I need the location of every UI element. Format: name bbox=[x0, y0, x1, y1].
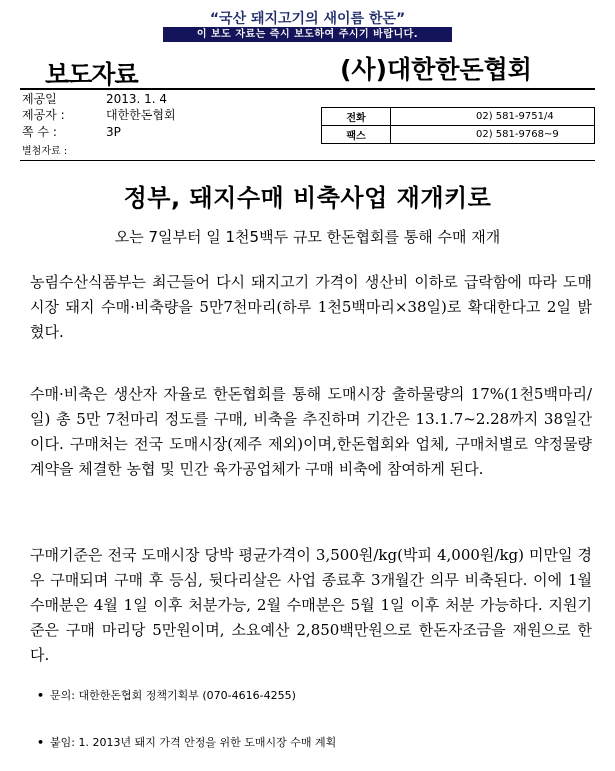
attachment-note bbox=[37, 734, 336, 750]
paragraph-1: 농림수산식품부는 최근들어 다시 돼지고기 가격이 생산비 이하로 급락함에 따라 도매시장 돼지 수매·비축량을 5만7천마리(하루 1천5백마리×38일)로 확대한다고 2일 밝혔다. bbox=[30, 273, 592, 341]
contact-phone-row bbox=[322, 108, 595, 126]
contact-fax-row bbox=[322, 126, 595, 144]
inquiry-note bbox=[37, 687, 296, 703]
contact-table bbox=[321, 107, 595, 144]
attachment-text: 붙임: 1. 2013년 돼지 가격 안정을 위한 도매시장 수매 계획 bbox=[50, 736, 337, 749]
meta-date-label: 제공일 bbox=[22, 92, 57, 106]
meta-provider-label: 제공자 : bbox=[22, 108, 65, 122]
meta-date bbox=[22, 92, 167, 107]
paragraph-3: 구매기준은 전국 도매시장 당박 평균가격이 3,500원/kg(박피 4,000원/kg) 미만일 경우 구매되며 구매 후 등심, 뒷다리살은 사업 종료후 3개월간 의무 비축된다. 이에 1월 수매분은 4월 1일 이후 처분가능, 2월 수매분은 5월 1일 이후 처분 가능하다. 지원기준은 구매 마리당 5만원이며, 소요예산 2,850백만원으로 한돈자조금을 재원으로 한다. bbox=[30, 546, 592, 664]
article-subtitle: 오는 7일부터 일 1천5백두 규모 한돈협회를 통해 수매 재개 bbox=[114, 228, 501, 246]
meta-divider bbox=[20, 160, 595, 161]
meta-pages-value: 3P bbox=[106, 125, 121, 139]
inquiry-text: 문의: 대한한돈협회 정책기획부 (070-4616-4255) bbox=[50, 689, 296, 702]
fax-value: 02) 581-9768~9 bbox=[391, 126, 595, 144]
meta-date-value: 2013. 1. 4 bbox=[106, 92, 168, 106]
header-divider bbox=[20, 88, 595, 90]
phone-label: 전화 bbox=[322, 108, 391, 126]
organization-name: (사)대한한돈협회 bbox=[340, 55, 532, 84]
meta-provider-value: 대한한돈협회 bbox=[106, 108, 176, 122]
phone-value: 02) 581-9751/4 bbox=[391, 108, 595, 126]
slogan: “국산 돼지고기의 새이름 한돈” bbox=[209, 11, 406, 27]
meta-attachment-label: 별첨자료 : bbox=[22, 146, 68, 157]
bullet-icon: • bbox=[37, 689, 45, 702]
paragraph-2: 수매·비축은 생산자 자율로 한돈협회를 통해 도매시장 출하물량의 17%(1천5백마리/일) 총 5만 7천마리 정도를 구매, 비축을 추진하며 기간은 13.1.7~2.28까지 38일간이다. 구매처는 전국 도매시장(제주 제외)이며,한돈협회와 업체, 구매처별로 약정물량 계약을 체결한 농협 및 민간 육가공업체가 구매 비축에 참여하게 된다. bbox=[30, 385, 592, 478]
bullet-icon: • bbox=[37, 736, 45, 749]
meta-pages-label: 쪽 수 : bbox=[22, 125, 57, 139]
immediate-release-banner: 이 보도 자료는 즉시 보도하여 주시기 바랍니다. bbox=[163, 27, 452, 42]
article-title: 정부, 돼지수매 비축사업 재개키로 bbox=[123, 184, 492, 212]
press-release-heading: 보도자료 bbox=[45, 60, 138, 89]
fax-label: 팩스 bbox=[322, 126, 391, 144]
meta-provider bbox=[22, 108, 176, 123]
meta-pages bbox=[22, 125, 121, 140]
